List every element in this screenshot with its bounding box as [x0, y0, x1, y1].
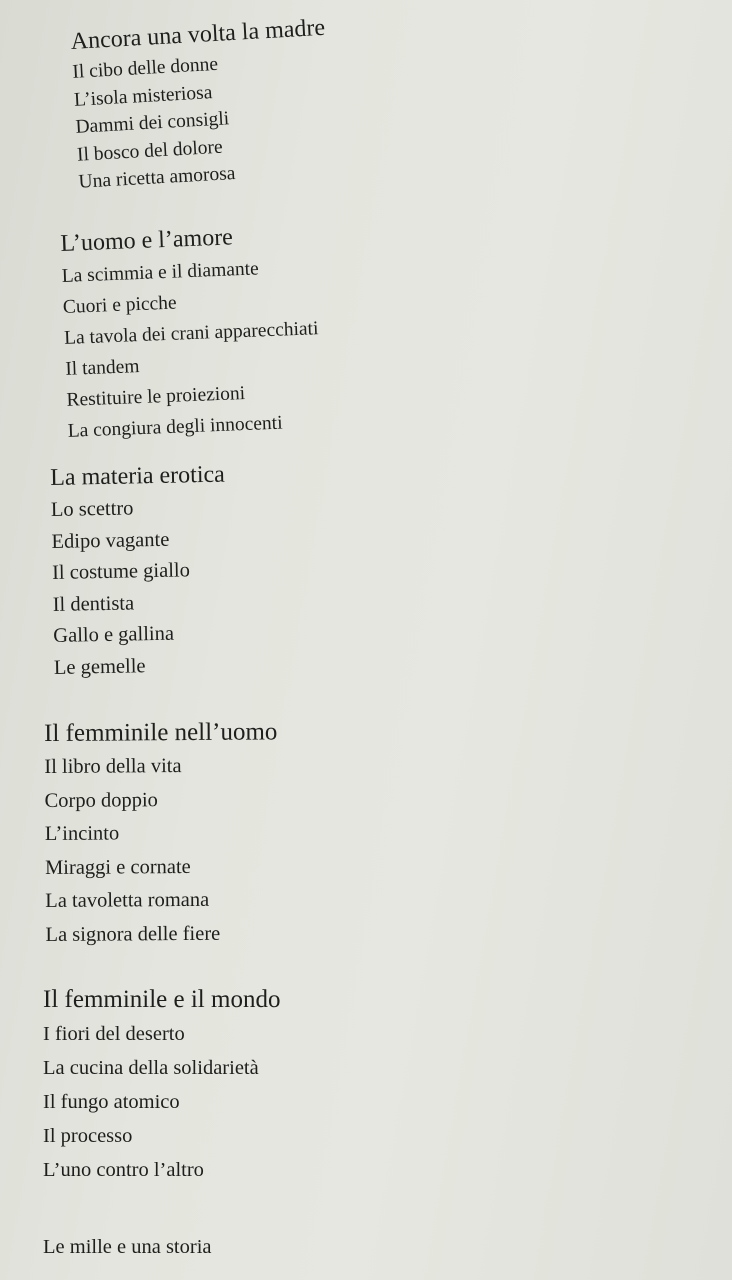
- index-entry: Il tandem: [64, 356, 140, 380]
- index-section: [70, 14, 334, 196]
- index-entry: Le gemelle: [53, 654, 146, 679]
- section-heading: Il femminile nell’uomo: [44, 718, 278, 747]
- index-entry: Restituire le proiezioni: [66, 383, 246, 411]
- index-entry: La cucina della solidarietà: [43, 1057, 259, 1079]
- index-section: [43, 986, 280, 1187]
- index-entry: Dammi dei consigli: [74, 108, 230, 138]
- index-entry: Edipo vagante: [51, 528, 170, 553]
- index-entry: Corpo doppio: [44, 788, 158, 812]
- index-entry-final: Le mille e una storia: [43, 1236, 212, 1258]
- index-entry: La scimmia e il diamante: [61, 258, 260, 287]
- index-entry: Il processo: [43, 1125, 133, 1147]
- index-section: [50, 461, 229, 684]
- index-section: [60, 220, 323, 447]
- index-entry: Miraggi e cornate: [44, 855, 191, 879]
- index-section: [44, 718, 279, 952]
- index-entry: Una ricetta amorosa: [78, 163, 236, 193]
- index-entry: L’uno contro l’altro: [43, 1159, 204, 1181]
- index-entry: Il cibo delle donne: [71, 53, 219, 83]
- index-entry: L’incinto: [44, 822, 120, 845]
- index-entry: Il dentista: [52, 591, 135, 616]
- index-entry: Il fungo atomico: [43, 1091, 180, 1113]
- index-entry: Il costume giallo: [51, 559, 191, 584]
- section-heading: L’uomo e l’amore: [60, 224, 234, 257]
- index-entry: Lo scettro: [50, 497, 134, 521]
- index-entry: Il libro della vita: [44, 755, 182, 778]
- index-entry: La tavola dei crani apparecchiati: [63, 318, 319, 349]
- index-section: [43, 1233, 212, 1261]
- index-entry: L’isola misteriosa: [73, 81, 213, 111]
- index-entry: Gallo e gallina: [53, 622, 175, 647]
- index-entry: Cuori e picche: [62, 292, 178, 318]
- index-entry: La signora delle fiere: [45, 922, 221, 946]
- section-heading: La materia erotica: [50, 461, 226, 491]
- index-entry: La congiura degli innocenti: [67, 412, 283, 442]
- section-heading: Il femminile e il mondo: [43, 986, 281, 1013]
- index-entry: La tavoletta romana: [45, 888, 210, 912]
- index-entry: Il bosco del dolore: [76, 136, 224, 166]
- index-entry: I fiori del deserto: [43, 1023, 185, 1045]
- section-heading: Ancora una volta la madre: [70, 14, 326, 55]
